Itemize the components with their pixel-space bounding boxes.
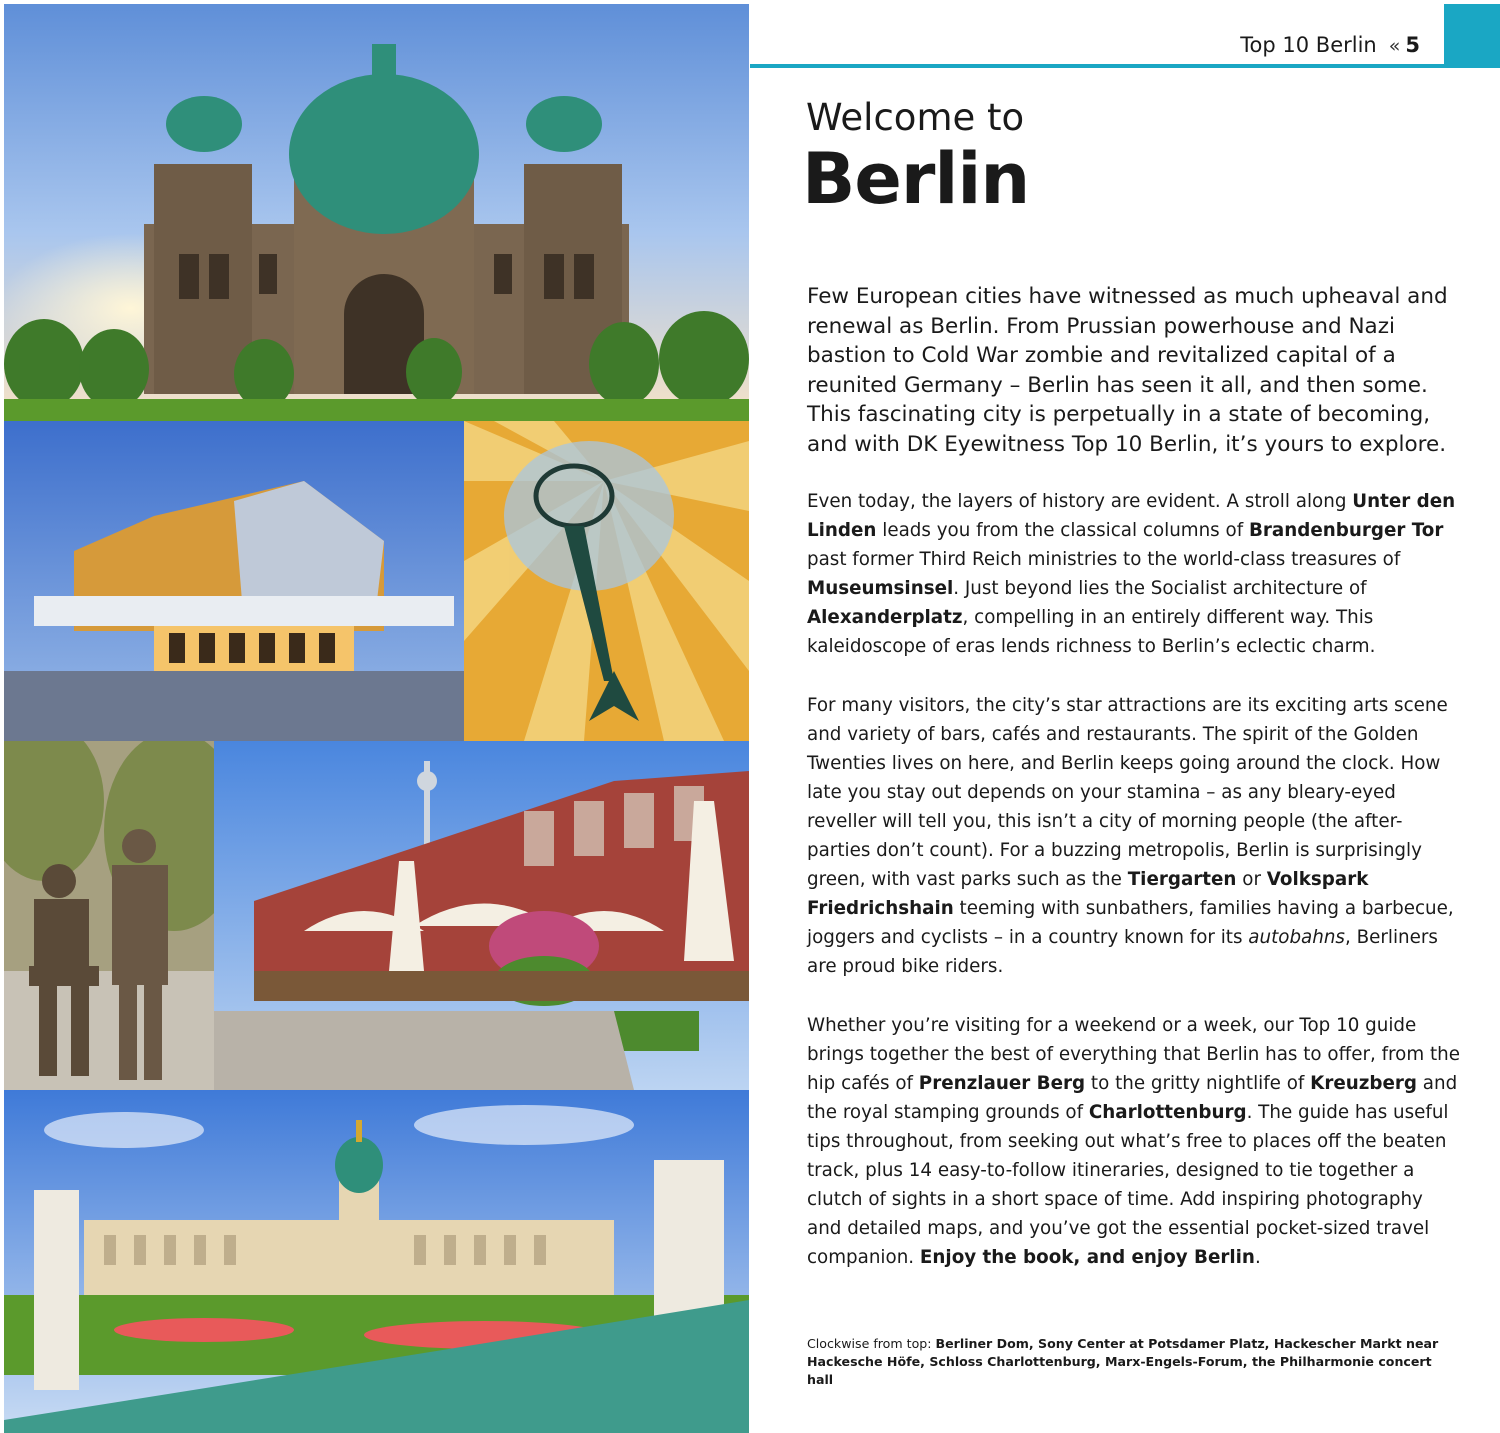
photo-hackescher-markt xyxy=(214,741,749,1090)
place-tiergarten: Tiergarten xyxy=(1127,869,1237,890)
place-museumsinsel: Museumsinsel xyxy=(807,578,954,599)
photo-schloss-charlottenburg xyxy=(4,1090,749,1433)
title-city: Berlin xyxy=(802,138,1030,220)
place-brandenburger-tor: Brandenburger Tor xyxy=(1248,520,1444,541)
body-paragraph-3: Whether you’re visiting for a weekend or a week, our Top 10 guide brings together the best of everything that Berlin has to offer, from the hip cafés of Prenzlauer Berg to the gritty nightlife of Kreuzberg and the royal stamping grounds of Charlottenburg. The guide has useful tips throughout, from seeking out what’s free to places off the beaten track, plus 14 easy-to-follow itineraries, designed to tie together a clutch of sights in a short space of time. Add inspiring photography and detailed maps, and you’ve got the essential pocket-sized travel companion. Enjoy the book, and enjoy Berlin. xyxy=(807,1015,1460,1268)
running-head-title: Top 10 Berlin xyxy=(1240,33,1377,57)
caption-lead: Clockwise from top: xyxy=(807,1336,936,1351)
page-tab-marker xyxy=(1444,4,1500,68)
body-paragraph-1: Even today, the layers of history are evident. A stroll along Unter den Linden leads you from the classical columns of Brandenburger Tor past former Third Reich ministries to the world-class treasures of Museumsinsel. Just beyond lies the Socialist architecture of Alexanderplatz, compelling in an entirely different way. This kaleidoscope of eras lends richness to Berlin’s eclectic charm. xyxy=(807,491,1456,657)
page-number: 5 xyxy=(1405,33,1420,57)
place-alexanderplatz: Alexanderplatz xyxy=(807,607,963,628)
term-autobahns: autobahns xyxy=(1248,927,1345,948)
photo-philharmonie xyxy=(4,421,464,741)
title-welcome: Welcome to xyxy=(806,96,1025,139)
header-rule xyxy=(750,64,1444,68)
intro-paragraph: Few European cities have witnessed as much upheaval and renewal as Berlin. From Prussian powerhouse and Nazi bastion to Cold War zombie and revitalized capital of a reunited Germany – Berlin has seen it all, and then some. This fascinating city is perpetually in a state of becoming, and with DK Eyewitness Top 10 Berlin, it’s yours to explore. xyxy=(807,284,1448,457)
place-prenzlauer-berg: Prenzlauer Berg xyxy=(918,1073,1086,1094)
photo-sony-center xyxy=(464,421,749,741)
closing-phrase: Enjoy the book, and enjoy Berlin xyxy=(919,1247,1255,1268)
place-volkspark-friedrichshain: Volkspark Friedrichshain xyxy=(807,869,1369,919)
chevron-left-icon: « xyxy=(1388,35,1398,57)
place-unter-den-linden: Unter den Linden xyxy=(807,491,1456,541)
place-charlottenburg: Charlottenburg xyxy=(1088,1102,1247,1123)
photo-marx-engels-forum xyxy=(4,741,214,1090)
place-kreuzberg: Kreuzberg xyxy=(1310,1073,1417,1094)
photo-berliner-dom xyxy=(4,4,749,421)
running-head xyxy=(1240,33,1420,57)
photo-caption xyxy=(807,1335,1457,1389)
caption-names: Berliner Dom, Sony Center at Potsdamer Platz, Hackescher Markt near Hackesche Höfe, Schloss Charlottenburg, Marx-Engels-Forum, the Philharmonie concert hall xyxy=(807,1336,1439,1387)
body-paragraph-2: For many visitors, the city’s star attractions are its exciting arts scene and variety of bars, cafés and restaurants. The spirit of the Golden Twenties lives on here, and Berlin keeps going around the clock. How late you stay out depends on your stamina – as any bleary-eyed reveller will tell you, this isn’t a city of morning people (the after-parties don’t count). For a buzzing metropolis, Berlin is surprisingly green, with vast parks such as the Tiergarten or Volkspark Friedrichshain teeming with sunbathers, families having a barbecue, joggers and cyclists – in a country known for its autobahns, Berliners are proud bike riders. xyxy=(807,695,1454,977)
